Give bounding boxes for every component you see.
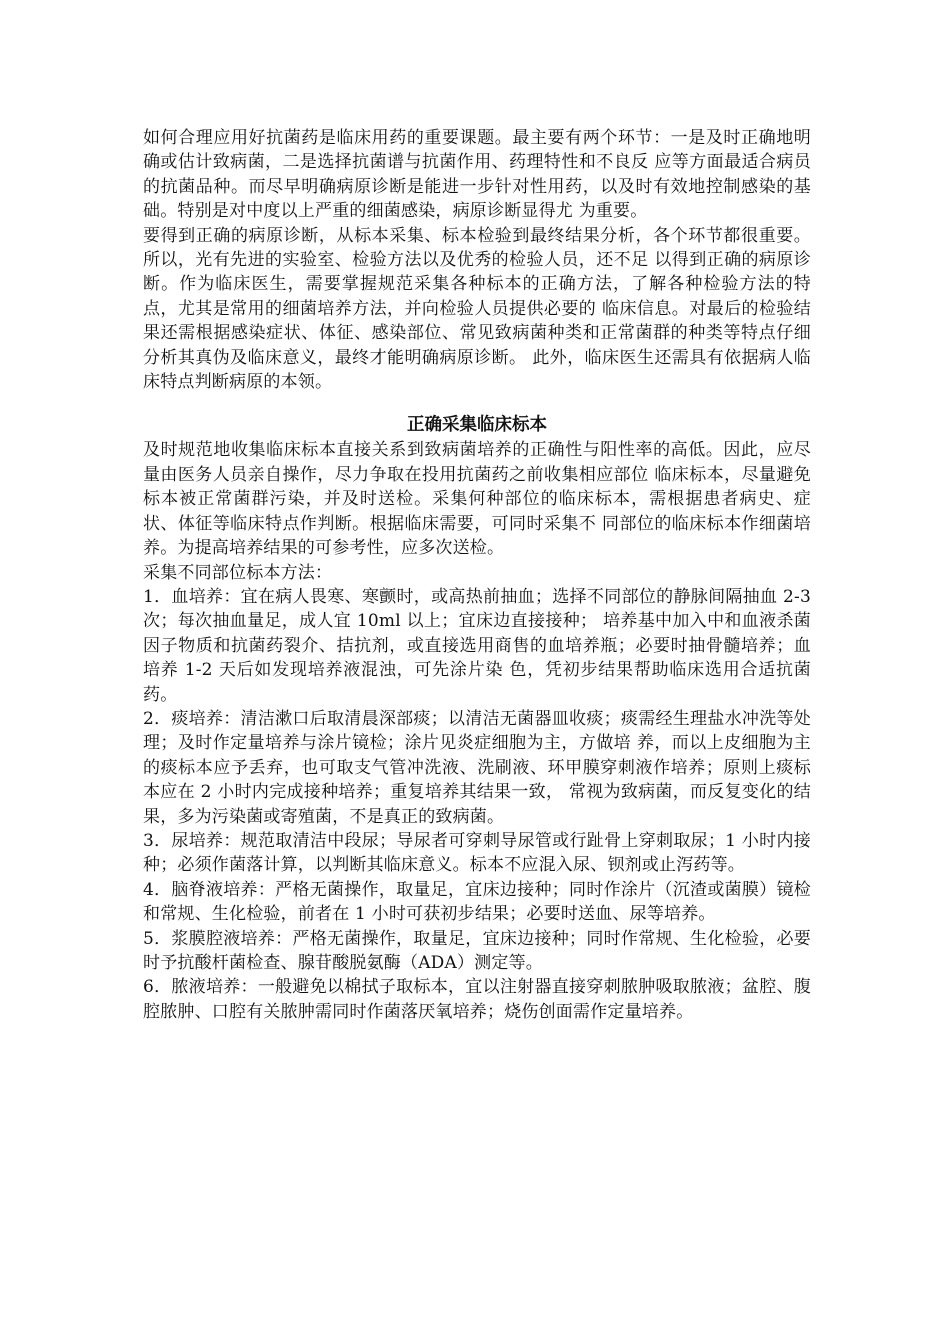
- intro-paragraph-1: 如何合理应用好抗菌药是临床用药的重要课题。最主要有两个环节：一是及时正确地明确或估计致病菌，二是选择抗菌谱与抗菌作用、药理特性和不良反 应等方面最适合病员的抗菌品种。而尽早明确病原诊断是能进一步针对性用药，以及时有效地控制感染的基础。特别是对中度以上严重的细菌感染，病原诊断显得尤 为重要。: [143, 128, 811, 222]
- intro-paragraph-2: 要得到正确的病原诊断，从标本采集、标本检验到最终结果分析，各个环节都很重要。所以，光有先进的实验室、检验方法以及优秀的检验人员，还不足 以得到正确的病原诊断。作为临床医生，需要掌握规范采集各种标本的正确方法，了解各种检验方法的特点，尤其是常用的细菌培养方法，并向检验人员提供必要的 临床信息。对最后的检验结果还需根据感染症状、体征、感染部位、常见致病菌种类和正常菌群的种类等特点仔细分析其真伪及临床意义，最终才能明确病原诊断。 此外，临床医生还需具有依据病人临床特点判断病原的本领。: [143, 225, 811, 393]
- document-page: [143, 126, 811, 1024]
- method-item-sputum-culture: 2．痰培养：清洁漱口后取清晨深部痰；以清洁无菌器皿收痰；痰需经生理盐水冲洗等处理；及时作定量培养与涂片镜检；涂片见炎症细胞为主，方做培 养，而以上皮细胞为主的痰标本应予丢弃，也可取支气管冲洗液、洗刷液、环甲膜穿刺液作培养；原则上痰标本应在 2 小时内完成接种培养；重复培养其结果一致， 常视为致病菌，而反复变化的结果，多为污染菌或寄殖菌，不是真正的致病菌。: [143, 708, 811, 827]
- section-paragraph: 及时规范地收集临床标本直接关系到致病菌培养的正确性与阳性率的高低。因此，应尽量由医务人员亲自操作，尽力争取在投用抗菌药之前收集相应部位 临床标本，尽量避免标本被正常菌群污染，并及时送检。采集何种部位的临床标本，需根据患者病史、症状、体征等临床特点作判断。根据临床需要，可同时采集不 同部位的临床标本作细菌培养。为提高培养结果的可参考性，应多次送检。: [143, 440, 811, 559]
- methods-intro: 采集不同部位标本方法：: [143, 562, 333, 583]
- method-item-blood-culture: 1．血培养：宜在病人畏寒、寒颤时，或高热前抽血；选择不同部位的静脉间隔抽血 2-3 次；每次抽血量足，成人宜 10ml 以上；宜床边直接接种； 培养基中加入中和血液杀菌因子物质和抗菌药裂介、拮抗剂，或直接选用商售的血培养瓶；必要时抽骨髓培养；血培养 1-2 天后如发现培养液混浊，可先涂片染 色，凭初步结果帮助临床选用合适抗菌药。: [143, 586, 811, 705]
- method-item-csf-culture: 4．脑脊液培养：严格无菌操作，取量足，宜床边接种；同时作涂片（沉渣或菌膜）镜检和常规、生化检验，前者在 1 小时可获初步结果；必要时送血、尿等培养。: [143, 879, 811, 925]
- method-item-urine-culture: 3．尿培养：规范取清洁中段尿；导尿者可穿刺导尿管或行趾骨上穿刺取尿；1 小时内接种；必须作菌落计算，以判断其临床意义。标本不应混入尿、钡剂或止泻药等。: [143, 830, 811, 876]
- method-item-serous-fluid-culture: 5．浆膜腔液培养：严格无菌操作，取量足，宜床边接种；同时作常规、生化检验，必要时予抗酸杆菌检查、腺苷酸脱氨酶（ADA）测定等。: [143, 928, 811, 973]
- method-item-pus-culture: 6．脓液培养：一般避免以棉拭子取标本，宜以注射器直接穿刺脓肿吸取脓液；盆腔、腹腔脓肿、口腔有关脓肿需同时作菌落厌氧培养；烧伤创面需作定量培养。: [143, 977, 811, 1022]
- methods-list: [143, 585, 811, 1024]
- section-title: 正确采集临床标本: [407, 415, 547, 436]
